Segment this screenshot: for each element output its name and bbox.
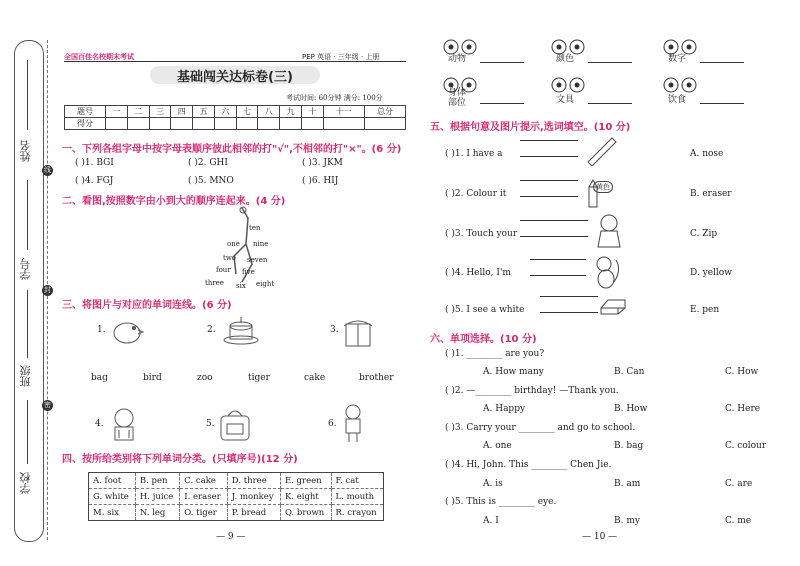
time-score: 考试时间: 60分钟 满分: 100分	[286, 94, 383, 102]
score-cell[interactable]	[171, 118, 193, 130]
word-option: A. foot	[89, 473, 136, 489]
pic-num: 3.	[330, 325, 339, 335]
class-line[interactable]	[27, 290, 28, 358]
category-number[interactable]	[660, 38, 740, 66]
giraffe-picture	[212, 204, 292, 290]
s5-option: C. Zip	[690, 229, 718, 239]
score-head: 十一	[323, 106, 364, 118]
answer-line[interactable]	[588, 62, 632, 63]
dot-two[interactable]: two	[223, 254, 237, 262]
score-head: 题号	[65, 106, 106, 118]
word-option: D. three	[227, 473, 280, 489]
mc-question: ( )5. This is ________ eye.	[445, 497, 557, 507]
word-option: M. six	[89, 505, 136, 521]
s5-item: ( )5. I see a white	[445, 305, 525, 315]
section1-title: 一、下列各组字母中按字母表顺序彼此相邻的打"√",不相邻的打"×"。(6 分)	[62, 144, 402, 155]
bag-picture	[216, 406, 254, 442]
mc-question: ( )2. —________ birthday! —Thank you.	[445, 386, 619, 396]
answer-blank[interactable]	[520, 140, 578, 141]
score-cell[interactable]	[193, 118, 215, 130]
answer-blank[interactable]	[520, 156, 578, 157]
binding-mark-seal: 封	[44, 286, 51, 294]
score-head: 三	[149, 106, 171, 118]
score-head: 八	[258, 106, 280, 118]
section6-title: 六、单项选择。(10 分)	[430, 334, 537, 345]
answer-line[interactable]	[700, 103, 744, 104]
category-label: 动物	[448, 54, 467, 64]
pic-num: 6.	[328, 419, 337, 429]
score-head: 十	[302, 106, 324, 118]
word-option: R. crayon	[331, 505, 383, 521]
section3-title: 三、将图片与对应的单词连线。(6 分)	[62, 300, 232, 311]
score-cell[interactable]	[280, 118, 302, 130]
s1-item[interactable]: ( )5. MNO	[188, 176, 234, 186]
s1-item[interactable]: ( )6. HIJ	[302, 176, 339, 186]
match-word[interactable]: bag	[91, 373, 108, 383]
category-animal[interactable]	[440, 38, 520, 66]
word-option: J. monkey	[227, 489, 280, 505]
score-head: 五	[193, 106, 215, 118]
answer-blank[interactable]	[520, 196, 578, 197]
zoo-picture	[342, 316, 374, 348]
score-cell[interactable]	[364, 118, 405, 130]
school-line[interactable]	[27, 400, 28, 464]
s5-item: ( )4. Hello, I'm	[445, 268, 511, 278]
mc-option[interactable]: A. one	[483, 441, 512, 451]
dot-five[interactable]: five	[242, 268, 255, 276]
mc-question: ( )3. Carry your ________ and go to school.	[445, 423, 636, 433]
pic-num: 1.	[97, 325, 106, 335]
score-cell[interactable]	[214, 118, 236, 130]
score-head: 一	[106, 106, 128, 118]
s1-item[interactable]: ( )1. BGI	[75, 158, 114, 168]
pen-picture	[582, 134, 622, 166]
cake-picture	[222, 314, 260, 346]
score-head: 总分	[364, 106, 405, 118]
score-cell[interactable]	[106, 118, 128, 130]
word-option: I. eraser	[180, 489, 228, 505]
score-cell[interactable]	[236, 118, 258, 130]
s5-item: ( )3. Touch your	[445, 229, 518, 239]
binding-frame	[14, 40, 44, 542]
mc-option[interactable]: B. How	[614, 404, 648, 414]
mc-option[interactable]: B. Can	[614, 367, 645, 377]
category-label: 文具	[556, 95, 575, 105]
pic-num: 4.	[95, 419, 104, 429]
score-head: 六	[214, 106, 236, 118]
category-label: 数字	[668, 54, 687, 64]
word-option: H. juice	[135, 489, 179, 505]
category-color[interactable]	[548, 38, 628, 66]
header-rule	[64, 61, 406, 62]
answer-line[interactable]	[480, 62, 524, 63]
answer-line[interactable]	[700, 62, 744, 63]
dot-three[interactable]: three	[205, 279, 224, 287]
answer-blank[interactable]	[520, 220, 588, 221]
answer-blank[interactable]	[520, 236, 588, 237]
page-number-left: — 9 —	[216, 532, 246, 542]
mc-question: ( )1. ________ are you?	[445, 349, 545, 359]
word-option: N. leg	[135, 505, 179, 521]
word-option: Q. brown	[280, 505, 331, 521]
mc-option[interactable]: B. bag	[614, 441, 644, 451]
match-word[interactable]: bird	[143, 373, 162, 383]
dot-ten[interactable]: ten	[249, 224, 261, 232]
score-cell[interactable]	[149, 118, 171, 130]
category-label: 身体部位	[448, 88, 467, 108]
word-option: K. eight	[280, 489, 331, 505]
section2-title: 二、看图,按照数字由小到大的顺序连起来。(4 分)	[62, 196, 286, 207]
binding-mark-line: 线	[44, 166, 51, 174]
girl-picture	[596, 213, 622, 249]
mc-option[interactable]: A. Happy	[483, 404, 526, 414]
category-label: 饮食	[668, 95, 687, 105]
mc-option[interactable]: C. Here	[725, 404, 761, 414]
name-label: 姓名	[19, 140, 32, 162]
section5-title: 五、根据句意及图片提示,选词填空。(10 分)	[430, 122, 631, 133]
s1-item[interactable]: ( )2. GHI	[188, 158, 228, 168]
dot-four[interactable]: four	[216, 266, 231, 274]
s5-option: D. yellow	[690, 268, 732, 278]
s5-option: B. eraser	[690, 189, 732, 199]
match-word[interactable]: brother	[359, 373, 394, 383]
mc-option[interactable]: C. me	[725, 516, 752, 526]
number-line[interactable]	[27, 180, 28, 250]
mc-option[interactable]: A. is	[483, 479, 503, 489]
binding-mark-secret: 密	[44, 401, 51, 409]
tiger-picture	[108, 406, 140, 442]
bird-picture	[110, 318, 144, 348]
match-word[interactable]: zoo	[197, 373, 213, 383]
series-label: 全国百佳名校期末考试	[64, 52, 134, 61]
pic-num: 5.	[206, 419, 215, 429]
name-line[interactable]	[27, 60, 28, 130]
edition-label: PEP 英语 · 三年级 · 上册	[302, 53, 380, 61]
s1-item[interactable]: ( )3. JKM	[302, 158, 343, 168]
word-option: F. cat	[331, 473, 383, 489]
number-label: 学号	[19, 258, 32, 280]
answer-blank[interactable]	[530, 259, 586, 260]
match-word[interactable]: cake	[304, 373, 326, 383]
mc-option[interactable]: C. How	[725, 367, 759, 377]
word-classification-table	[88, 472, 384, 521]
dot-eight[interactable]: eight	[256, 280, 275, 288]
word-option: O. tiger	[180, 505, 228, 521]
word-option: G. white	[89, 489, 136, 505]
answer-blank[interactable]	[530, 275, 586, 276]
brother-picture	[340, 403, 366, 443]
score-head: 九	[280, 106, 302, 118]
mc-option[interactable]: A. How many	[483, 367, 544, 377]
section4-title: 四、按所给类别将下列单词分类。(只填序号)(12 分)	[62, 454, 298, 465]
answer-line[interactable]	[588, 103, 632, 104]
score-head: 四	[171, 106, 193, 118]
dot-one[interactable]: one	[227, 240, 240, 248]
dot-six[interactable]: six	[236, 282, 246, 290]
score-head: 七	[236, 106, 258, 118]
score-cell[interactable]	[302, 118, 324, 130]
pic-num: 2.	[207, 325, 216, 335]
page-title: 基础闯关达标卷(三)	[177, 70, 293, 85]
answer-line[interactable]	[480, 103, 524, 104]
s5-item: ( )1. I have a	[445, 149, 503, 159]
answer-blank[interactable]	[520, 180, 578, 181]
score-cell[interactable]	[323, 118, 364, 130]
mc-option[interactable]: A. I	[483, 516, 499, 526]
squirrel-picture	[592, 252, 622, 290]
word-option: C. cake	[180, 473, 228, 489]
eraser-picture	[598, 296, 628, 318]
school-label: 学校	[19, 472, 32, 494]
binding-strip	[0, 0, 58, 566]
score-row-label: 得分	[65, 118, 106, 130]
mc-option[interactable]: B. am	[614, 479, 641, 489]
score-head: 二	[127, 106, 149, 118]
word-option: P. bread	[227, 505, 280, 521]
mc-option[interactable]: C. colour	[725, 441, 767, 451]
category-body-part[interactable]	[440, 76, 520, 108]
mc-option[interactable]: B. my	[614, 516, 640, 526]
category-food-drink[interactable]	[660, 76, 740, 104]
score-table	[64, 105, 406, 130]
mc-option[interactable]: C. are	[725, 479, 753, 489]
speech-bubble: 黄色	[593, 181, 613, 193]
category-stationery[interactable]	[548, 76, 628, 104]
s5-option: A. nose	[690, 149, 724, 159]
dot-nine[interactable]: nine	[253, 240, 269, 248]
answer-blank[interactable]	[540, 312, 598, 313]
class-label: 班级	[19, 365, 32, 387]
category-label: 颜色	[556, 54, 575, 64]
score-cell[interactable]	[127, 118, 149, 130]
s5-item: ( )2. Colour it	[445, 189, 507, 199]
score-cell[interactable]	[258, 118, 280, 130]
word-option: L. mouth	[331, 489, 383, 505]
answer-blank[interactable]	[540, 296, 598, 297]
word-option: E. green	[280, 473, 331, 489]
word-option: B. pen	[135, 473, 179, 489]
match-word[interactable]: tiger	[248, 373, 270, 383]
mc-question: ( )4. Hi, John. This ________ Chen Jie.	[445, 460, 612, 470]
page-number-right: — 10 —	[582, 532, 618, 542]
s5-option: E. pen	[690, 305, 720, 315]
dot-seven[interactable]: seven	[247, 256, 268, 264]
s1-item[interactable]: ( )4. FGJ	[75, 176, 114, 186]
